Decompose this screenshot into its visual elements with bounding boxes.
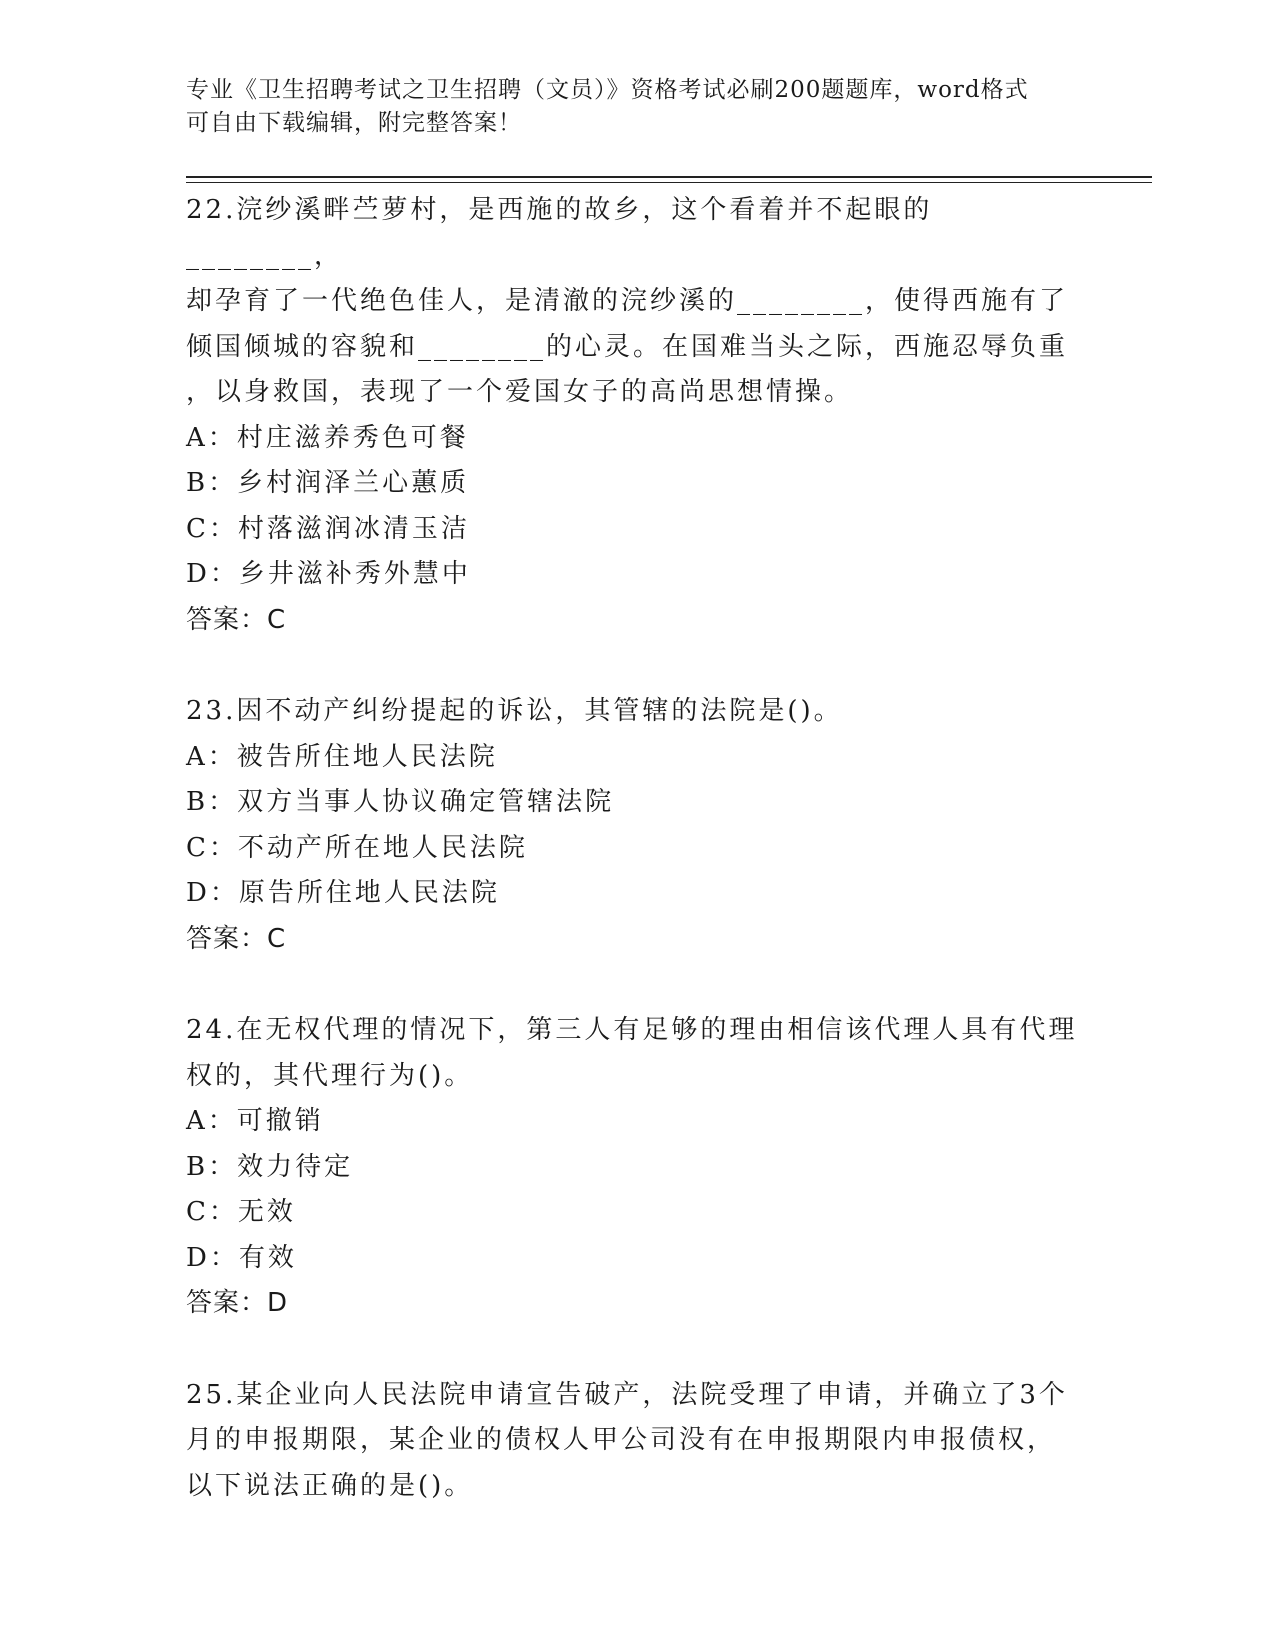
- answer-line: 答案：C: [186, 923, 287, 954]
- option-d: D：乡井滋补秀外慧中: [186, 559, 471, 589]
- option-c: C：无效: [186, 1197, 296, 1227]
- option-d: D：原告所住地人民法院: [186, 878, 500, 908]
- option-a: A：村庄滋养秀色可餐: [186, 422, 469, 453]
- question-stem-line: 权的，其代理行为()。: [186, 1060, 474, 1091]
- question-stem-line: 月的申报期限，某企业的债权人甲公司没有在申报期限内申报债权，: [186, 1425, 1057, 1455]
- question-stem-line: 22.浣纱溪畔苎萝村，是西施的故乡，这个看着并不起眼的________，: [186, 195, 933, 271]
- document-header: [186, 74, 1066, 140]
- question-25: [186, 1373, 1086, 1510]
- answer-line: 答案：D: [186, 1288, 289, 1318]
- question-stem-line: 24.在无权代理的情况下，第三人有足够的理由相信该代理人具有代理: [186, 1015, 1078, 1045]
- option-c: C：村落滋润冰清玉洁: [186, 513, 470, 544]
- question-stem-line: 23.因不动产纠纷提起的诉讼，其管辖的法院是()。: [186, 696, 843, 726]
- question-list: [186, 188, 1086, 1509]
- header-rule-thick: [186, 176, 1152, 178]
- question-stem-line: 25.某企业向人民法院申请宣告破产，法院受理了申请，并确立了3个: [186, 1379, 1068, 1410]
- question-24: [186, 1008, 1086, 1327]
- option-b: B：双方当事人协议确定管辖法院: [186, 787, 615, 817]
- question-stem-line: 倾国倾城的容貌和________的心灵。在国难当头之际，西施忍辱负重: [186, 331, 1069, 362]
- question-stem-line: 以下说法正确的是()。: [186, 1470, 474, 1501]
- option-b: B：效力待定: [186, 1151, 354, 1182]
- option-b: B：乡村润泽兰心蕙质: [186, 468, 470, 498]
- option-d: D：有效: [186, 1242, 297, 1273]
- question-stem-line: ，以身救国，表现了一个爱国女子的高尚思想情操。: [186, 377, 854, 407]
- question-22: [186, 188, 1086, 643]
- option-a: A：被告所住地人民法院: [186, 741, 498, 772]
- header-line-2: 可自由下载编辑，附完整答案！: [186, 110, 522, 136]
- question-23: [186, 689, 1086, 962]
- option-c: C：不动产所在地人民法院: [186, 832, 528, 863]
- header-rule-thin: [186, 182, 1152, 183]
- question-stem-line: 却孕育了一代绝色佳人，是清澈的浣纱溪的________，使得西施有了: [186, 286, 1069, 316]
- option-a: A：可撤销: [186, 1106, 324, 1136]
- header-line-1: 专业《卫生招聘考试之卫生招聘（文员）》资格考试必刷200题题库，word格式: [186, 77, 1029, 103]
- answer-line: 答案：C: [186, 604, 287, 635]
